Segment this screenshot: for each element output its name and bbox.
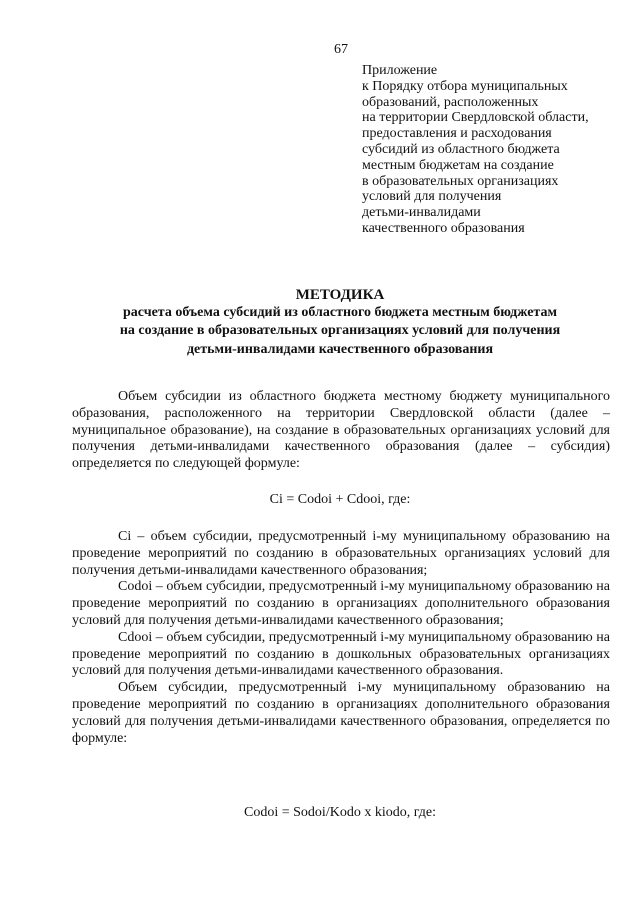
document-title (60, 286, 620, 359)
appendix-line: детьми-инвалидами (362, 205, 481, 221)
definitions-section (72, 529, 610, 747)
title-line: детьми-инвалидами качественного образования (186, 341, 494, 357)
title-line: расчета объема субсидий из областного бюджета местным бюджетам (122, 305, 558, 321)
formula-codoi: Codoi = Sodoi/Kodo x kiodo, где: (244, 805, 436, 820)
appendix-line: условий для получения (362, 189, 502, 205)
title-heading: МЕТОДИКА (295, 287, 385, 303)
formula-main: Ci = Codoi + Cdooi, где: (269, 492, 411, 507)
appendix-line: предоставления и расходования (362, 126, 552, 142)
title-line: на создание в образовательных организациях условий для получения (119, 323, 561, 339)
appendix-line: на территории Свердловской области, (362, 110, 589, 126)
intro-section (72, 389, 610, 473)
page-number: 67 (334, 42, 348, 57)
appendix-line: образований, расположенных (362, 94, 539, 110)
appendix-line: к Порядку отбора муниципальных (362, 78, 568, 94)
intro-paragraph: Объем субсидии из областного бюджета местному бюджету муниципального образования, расположенного на территории Свердловской области (далее – муниципальное образование), на создание в образовательных организациях условий для получения детьми-инвалидами качественного образования (далее – субсидия) определяется по следующей формуле: (72, 389, 610, 472)
definition-ci: Ci – объем субсидии, предусмотренный i-му муниципальному образованию на проведение мероприятий по созданию в образовательных организациях условий для получения детьми-инвалидами качественного образования; (72, 529, 610, 578)
appendix-line: местным бюджетам на создание (362, 157, 554, 173)
appendix-line: в образовательных организациях (362, 173, 559, 189)
definition-codoi: Codoi – объем субсидии, предусмотренный i-му муниципальному образованию на проведение мероприятий по созданию в организациях дополнительного образования условий для получения детьми-инвалидами качественного образования; (72, 579, 610, 628)
codoi-intro-paragraph: Объем субсидии, предусмотренный i-му муниципальному образованию на проведение мероприятий по созданию в организациях дополнительного образования условий для получения детьми-инвалидами качественного образования, определяется по формуле: (72, 680, 610, 746)
appendix-header (362, 63, 632, 237)
definition-cdooi: Cdooi – объем субсидии, предусмотренный i-му муниципальному образованию на проведение мероприятий по созданию в дошкольных образовательных организациях условий для получения детьми-инвалидами качественного образования. (72, 629, 610, 679)
appendix-line: субсидий из областного бюджета (362, 141, 560, 157)
appendix-line: Приложение (362, 63, 438, 78)
appendix-line: качественного образования (362, 220, 525, 236)
